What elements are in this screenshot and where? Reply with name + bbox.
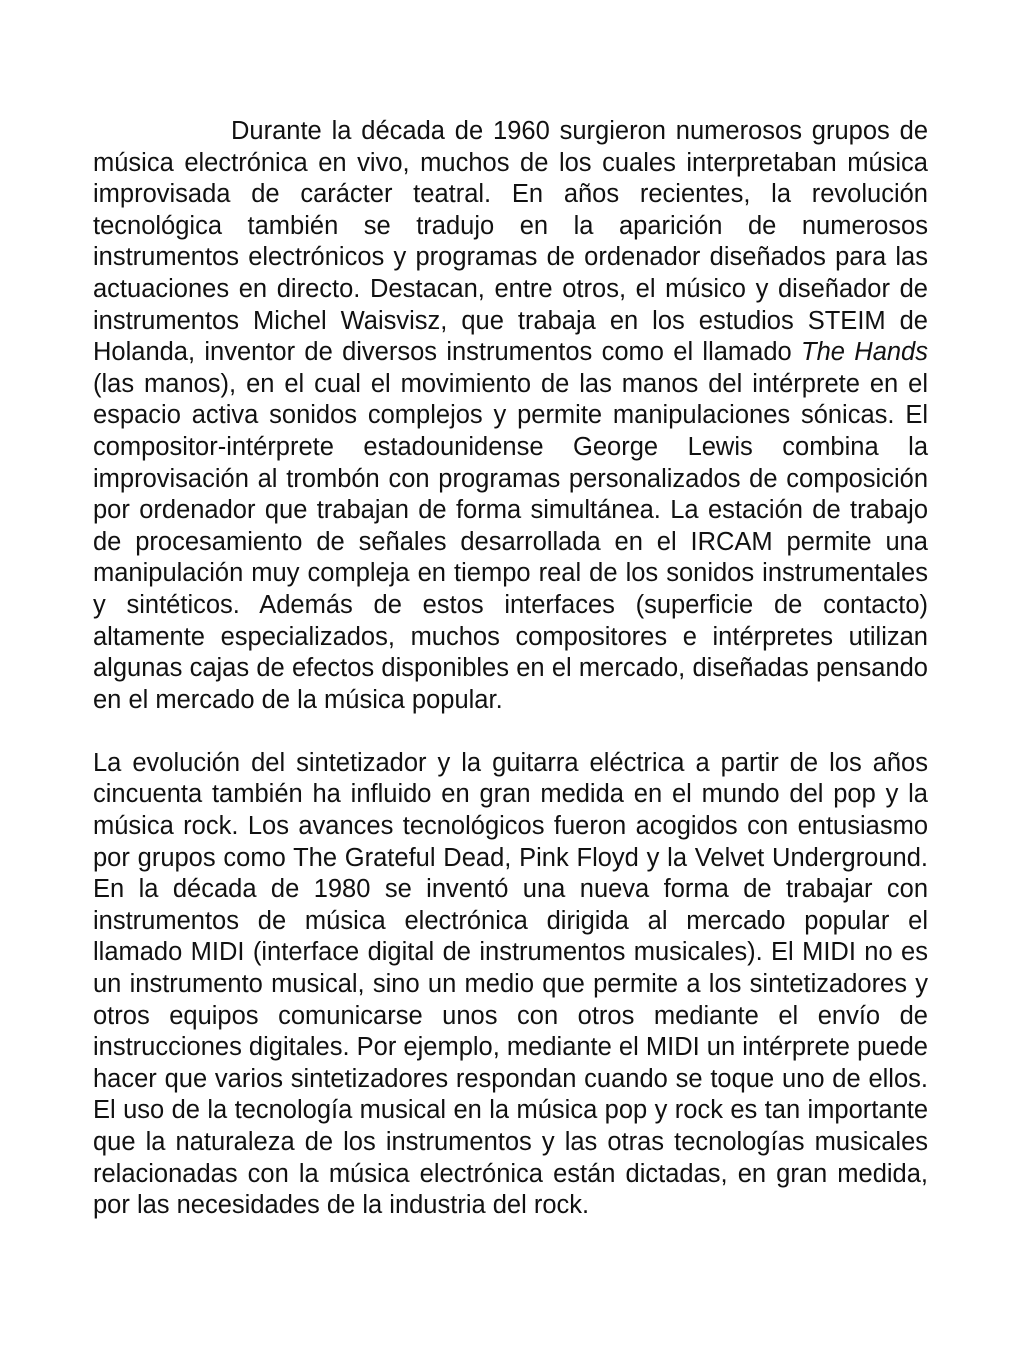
paragraph-1-text-start: Durante la década de 1960 surgieron numerosos grupos de música electrónica en vivo, muchos de los cuales interpretaban música improvisada de carácter teatral. En años recientes, la revolución tecnológica también se tradujo en la aparición de numerosos instrumentos electrónicos y programas de ordenador diseñados para las actuaciones en directo. Destacan, entre otros, el músico y diseñador de instrumentos Michel Waisvisz, que trabaja en los estudios STEIM de Holanda, inventor de diversos instrumentos como el llamado <box>93 117 928 367</box>
paragraph-1-text-end: (las manos), en el cual el movimiento de las manos del intérprete en el espacio activa sonidos complejos y permite manipulaciones sónicas. El compositor-intérprete estadounidense George Lewis combina la improvisación al trombón con programas personalizados de composición por ordenador que trabajan de forma simultánea. La estación de trabajo de procesamiento de señales desarrollada en el IRCAM permite una manipulación muy compleja en tiempo real de los sonidos instrumentales y sintéticos. Además de estos interfaces (superficie de contacto) altamente especializados, muchos compositores e intérpretes utilizan algunas cajas de efectos disponibles en el mercado, diseñadas pensando en el mercado de la música popular. <box>93 369 928 714</box>
paragraph-1-italic-title: The Hands <box>801 338 928 367</box>
paragraph-1 <box>93 116 928 716</box>
document-page <box>93 116 928 1222</box>
paragraph-2: La evolución del sintetizador y la guitarra eléctrica a partir de los años cincuenta también ha influido en gran medida en el mundo del pop y la música rock. Los avances tecnológicos fueron acogidos con entusiasmo por grupos como The Grateful Dead, Pink Floyd y la Velvet Underground. En la década de 1980 se inventó una nueva forma de trabajar con instrumentos de música electrónica dirigida al mercado popular el llamado MIDI (interface digital de instrumentos musicales). El MIDI no es un instrumento musical, sino un medio que permite a los sintetizadores y otros equipos comunicarse unos con otros mediante el envío de instrucciones digitales. Por ejemplo, mediante el MIDI un intérprete puede hacer que varios sintetizadores respondan cuando se toque uno de ellos. El uso de la tecnología musical en la música pop y rock es tan importante que la naturaleza de los instrumentos y las otras tecnologías musicales relacionadas con la música electrónica están dictadas, en gran medida, por las necesidades de la industria del rock. <box>93 748 928 1220</box>
